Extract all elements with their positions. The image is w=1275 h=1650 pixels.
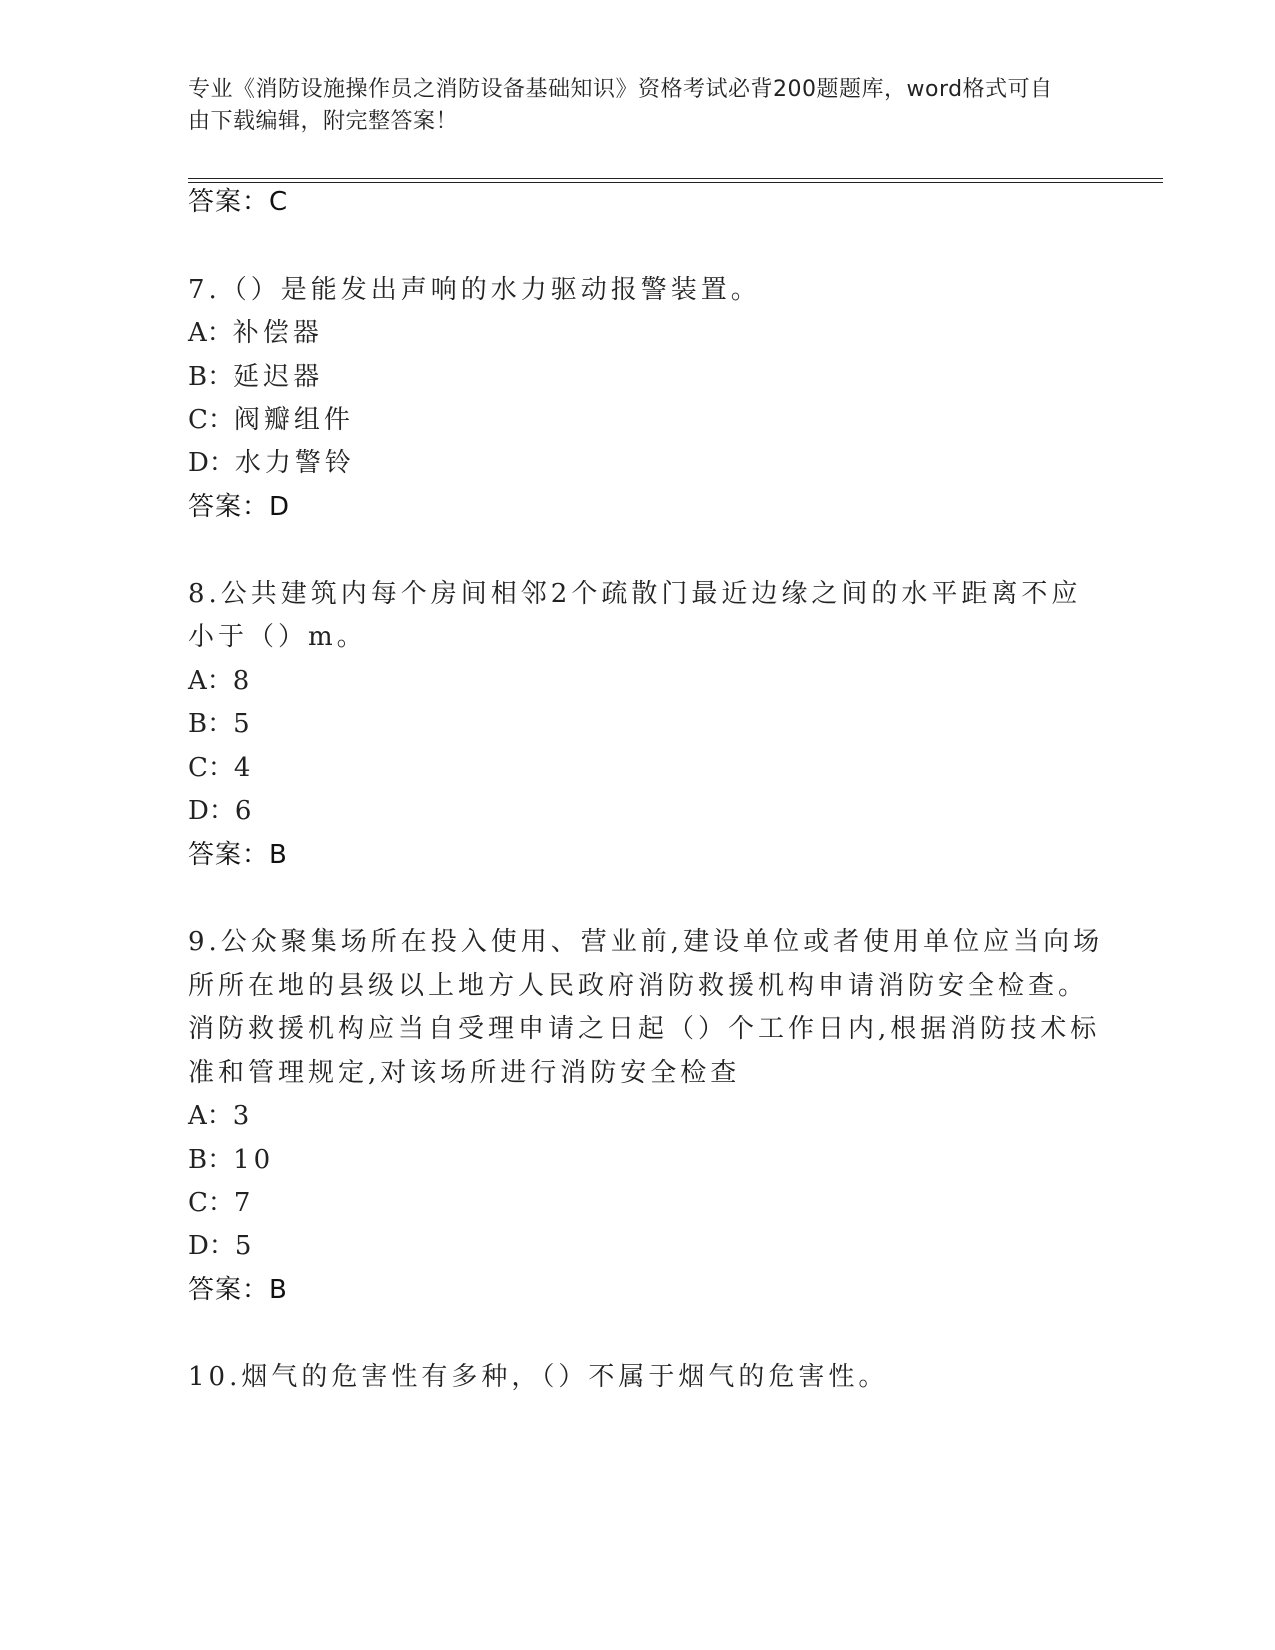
option-text: 4 [233,753,255,783]
question-9-option-d [188,1229,255,1263]
option-text: 3 [232,1101,254,1131]
option-key: B： [188,709,234,739]
option-key: B： [188,1145,234,1175]
option-key: C： [188,405,234,435]
question-7-option-d [188,446,355,480]
option-text: 阀瓣组件 [233,405,354,435]
question-9-stem-line-2: 所所在地的县级以上地方人民政府消防救援机构申请消防安全检查。 [188,971,1089,1001]
option-text: 6 [234,796,256,826]
question-9-stem-line-3: 消防救援机构应当自受理申请之日起（）个工作日内,根据消防技术标 [188,1014,1101,1044]
question-8-stem-line-1: 8.公共建筑内每个房间相邻2个疏散门最近边缘之间的水平距离不应 [188,579,1082,609]
option-text: 延迟器 [233,362,324,392]
option-text: 补偿器 [232,318,323,348]
question-10-stem: 10.烟气的危害性有多种，（）不属于烟气的危害性。 [188,1362,889,1392]
question-7-stem: 7.（）是能发出声响的水力驱动报警装置。 [188,275,761,305]
question-9-option-a [188,1099,253,1133]
option-text: 7 [233,1188,255,1218]
question-9-stem-line-4: 准和管理规定,对该场所进行消防安全检查 [188,1058,741,1088]
question-7-answer: 答案：D [188,492,291,522]
question-8-option-c [188,751,254,785]
option-text: 8 [232,666,254,696]
option-text: 10 [233,1145,275,1175]
option-text: 5 [234,1231,256,1261]
option-key: C： [188,1188,234,1218]
document-page [188,0,1163,1650]
option-key: A： [188,318,233,348]
header-divider-top [188,178,1163,179]
question-8-answer: 答案：B [188,840,288,870]
option-key: D： [188,796,235,826]
question-9-stem-line-1: 9.公众聚集场所在投入使用、营业前,建设单位或者使用单位应当向场 [188,927,1104,957]
option-text: 5 [233,709,254,739]
option-key: C： [188,753,234,783]
option-key: A： [188,1101,233,1131]
question-7-option-c [188,403,354,437]
question-9-answer: 答案：B [188,1275,288,1305]
option-key: D： [188,448,235,478]
option-text: 水力警铃 [234,448,355,478]
header-divider-bottom [188,182,1163,183]
option-key: A： [188,666,233,696]
question-8-stem-line-2: 小于（）m。 [188,622,367,652]
answer-line: 答案：C [188,187,289,217]
question-8-option-b [188,707,254,741]
question-9-option-b [188,1143,274,1177]
question-7-option-b [188,360,323,394]
option-key: D： [188,1231,235,1261]
document-header: 专业《消防设施操作员之消防设备基础知识》资格考试必背200题题库，word格式可自由下载编辑，附完整答案！ [188,77,1053,134]
option-key: B： [188,362,234,392]
question-8-option-d [188,794,255,828]
question-7-option-a [188,316,323,350]
question-8-option-a [188,664,253,698]
question-9-option-c [188,1186,254,1220]
